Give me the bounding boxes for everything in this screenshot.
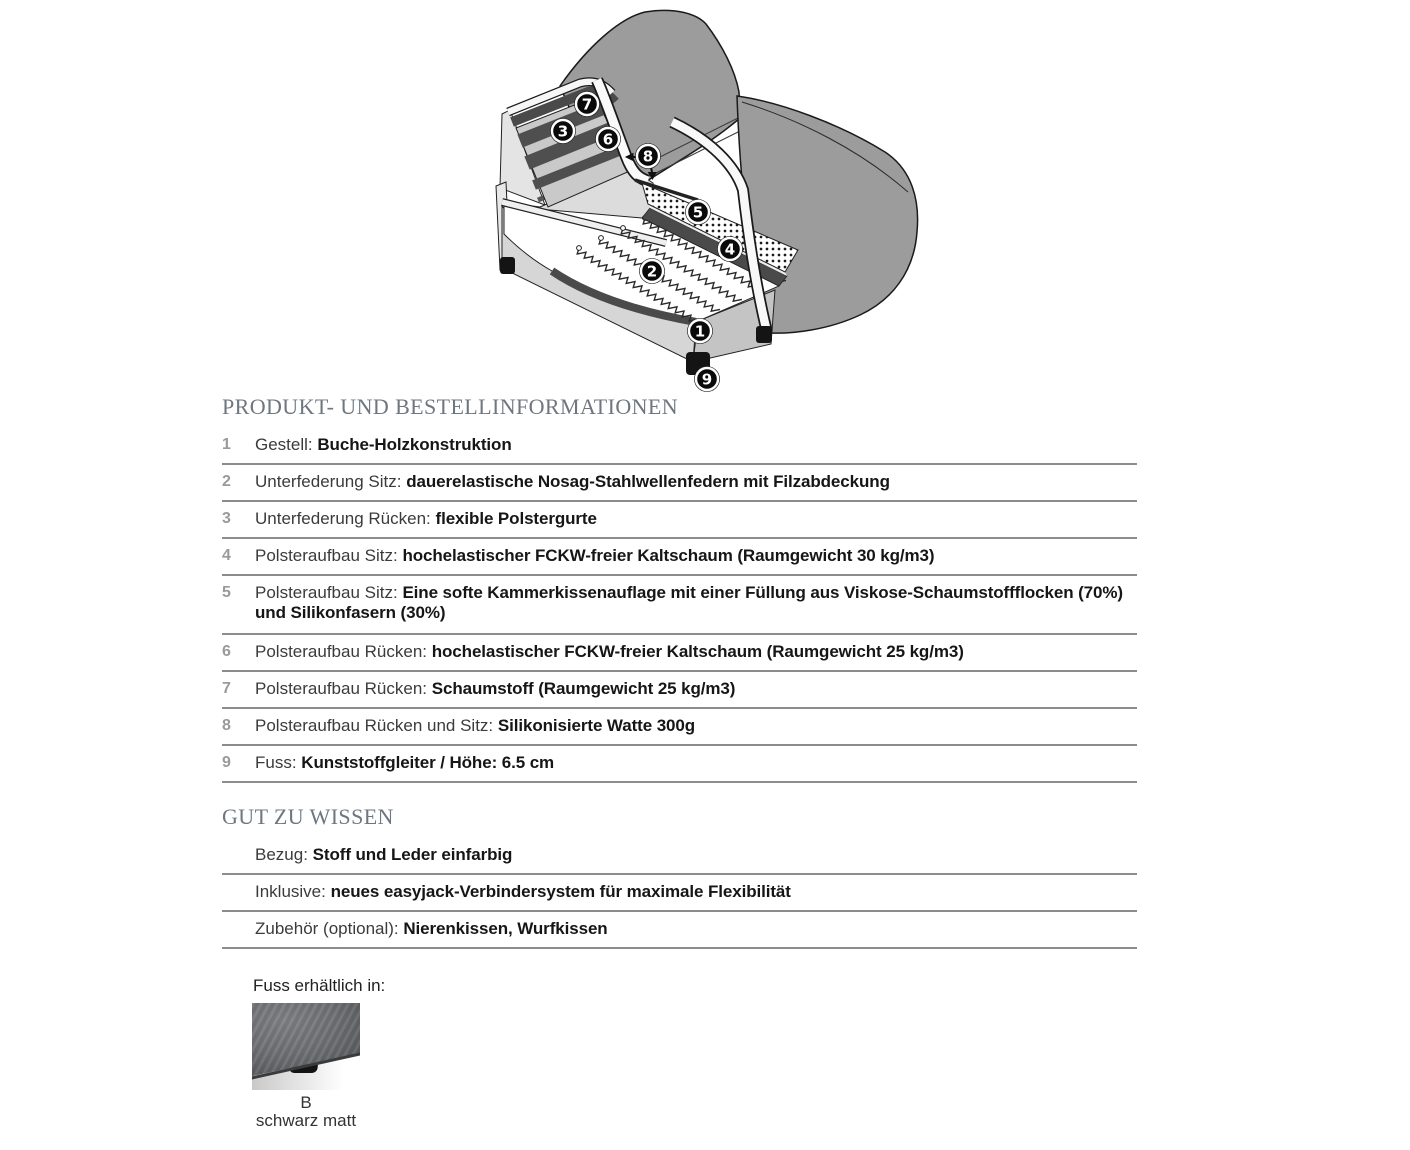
- spec-label: Inklusive:: [255, 882, 326, 901]
- spec-row-number: 2: [222, 473, 231, 490]
- swatch-code-label: B: [300, 1093, 312, 1112]
- spec-value: hochelastischer FCKW-freier Kaltschaum (Raumgewicht 30 kg/m3): [402, 546, 935, 565]
- callout-1: [688, 319, 713, 344]
- callout-2: [640, 259, 665, 284]
- spec-label: Polsteraufbau Rücken:: [255, 642, 427, 661]
- sofa-cutaway-diagram: [440, 0, 960, 400]
- spec-value: Buche-Holzkonstruktion: [317, 435, 512, 454]
- spec-value: neues easyjack-Verbindersystem für maximale Flexibilität: [330, 882, 791, 901]
- spec-row-9: [222, 746, 1137, 783]
- spec-value: Eine softe Kammerkissenauflage mit einer Füllung aus Viskose-Schaumstoffflocken (70%) und Silikonfasern (30%): [255, 583, 1123, 622]
- callout-6: [596, 127, 621, 152]
- spec-label: Polsteraufbau Sitz:: [255, 546, 398, 565]
- spec-value: flexible Polstergurte: [435, 509, 597, 528]
- svg-text:6: 6: [602, 130, 614, 149]
- svg-text:2: 2: [646, 262, 658, 281]
- callout-5: [686, 200, 711, 225]
- svg-text:9: 9: [701, 370, 713, 389]
- spec-value: hochelastischer FCKW-freier Kaltschaum (Raumgewicht 25 kg/m3): [431, 642, 964, 661]
- spec-label: Unterfederung Sitz:: [255, 472, 402, 491]
- callout-8: [636, 144, 661, 169]
- product-spec-table: [222, 428, 1137, 783]
- svg-text:4: 4: [724, 240, 736, 259]
- spec-value: Stoff und Leder einfarbig: [312, 845, 513, 864]
- product-section-title: PRODUKT- UND BESTELLINFORMATIONEN: [222, 394, 679, 419]
- spec-row-7: [222, 672, 1137, 709]
- spec-value: Schaumstoff (Raumgewicht 25 kg/m3): [431, 679, 736, 698]
- spec-row-number: 5: [222, 584, 231, 601]
- spec-row-number: 8: [222, 717, 231, 734]
- spec-label: Bezug:: [255, 845, 308, 864]
- callout-4: [718, 237, 743, 262]
- spec-row-number: 3: [222, 510, 231, 527]
- know-section-title: GUT ZU WISSEN: [222, 804, 394, 829]
- spec-label: Polsteraufbau Sitz:: [255, 583, 398, 602]
- svg-text:5: 5: [692, 203, 704, 222]
- svg-text:7: 7: [581, 95, 593, 114]
- know-row-bezug: [222, 838, 1137, 875]
- foot-availability-label: Fuss erhältlich in:: [253, 976, 386, 995]
- spec-label: Unterfederung Rücken:: [255, 509, 431, 528]
- spec-value: Nierenkissen, Wurfkissen: [403, 919, 608, 938]
- spec-label: Fuss:: [255, 753, 297, 772]
- spec-row-6: [222, 635, 1137, 672]
- spec-label: Gestell:: [255, 435, 313, 454]
- spec-row-8: [222, 709, 1137, 746]
- spec-row-number: 9: [222, 754, 231, 771]
- svg-text:3: 3: [557, 122, 569, 141]
- spec-value: Kunststoffgleiter / Höhe: 6.5 cm: [301, 753, 555, 772]
- svg-text:1: 1: [694, 322, 706, 341]
- sofa-foot-back: [756, 326, 772, 343]
- spec-label: Zubehör (optional):: [255, 919, 399, 938]
- spec-row-1: [222, 428, 1137, 465]
- know-spec-table: [222, 838, 1137, 949]
- callout-9: [695, 367, 720, 392]
- spec-row-number: 6: [222, 643, 231, 660]
- callout-3: [551, 119, 576, 144]
- swatch-name-label: schwarz matt: [255, 1111, 357, 1130]
- callout-7: [575, 92, 600, 117]
- foot-swatch-image: [252, 1003, 360, 1090]
- know-row-inklusive: [222, 875, 1137, 912]
- spec-row-4: [222, 539, 1137, 576]
- spec-value: Silikonisierte Watte 300g: [497, 716, 696, 735]
- svg-text:8: 8: [642, 147, 654, 166]
- spec-row-number: 1: [222, 436, 231, 453]
- spec-label: Polsteraufbau Rücken:: [255, 679, 427, 698]
- spec-row-number: 7: [222, 680, 231, 697]
- spec-row-3: [222, 502, 1137, 539]
- spec-row-5: [222, 576, 1137, 635]
- spec-label: Polsteraufbau Rücken und Sitz:: [255, 716, 494, 735]
- spec-row-number: 4: [222, 547, 231, 564]
- spec-row-2: [222, 465, 1137, 502]
- sofa-foot-left: [500, 257, 515, 274]
- know-row-zubehoer: [222, 912, 1137, 949]
- spec-value: dauerelastische Nosag-Stahlwellenfedern mit Filzabdeckung: [406, 472, 890, 491]
